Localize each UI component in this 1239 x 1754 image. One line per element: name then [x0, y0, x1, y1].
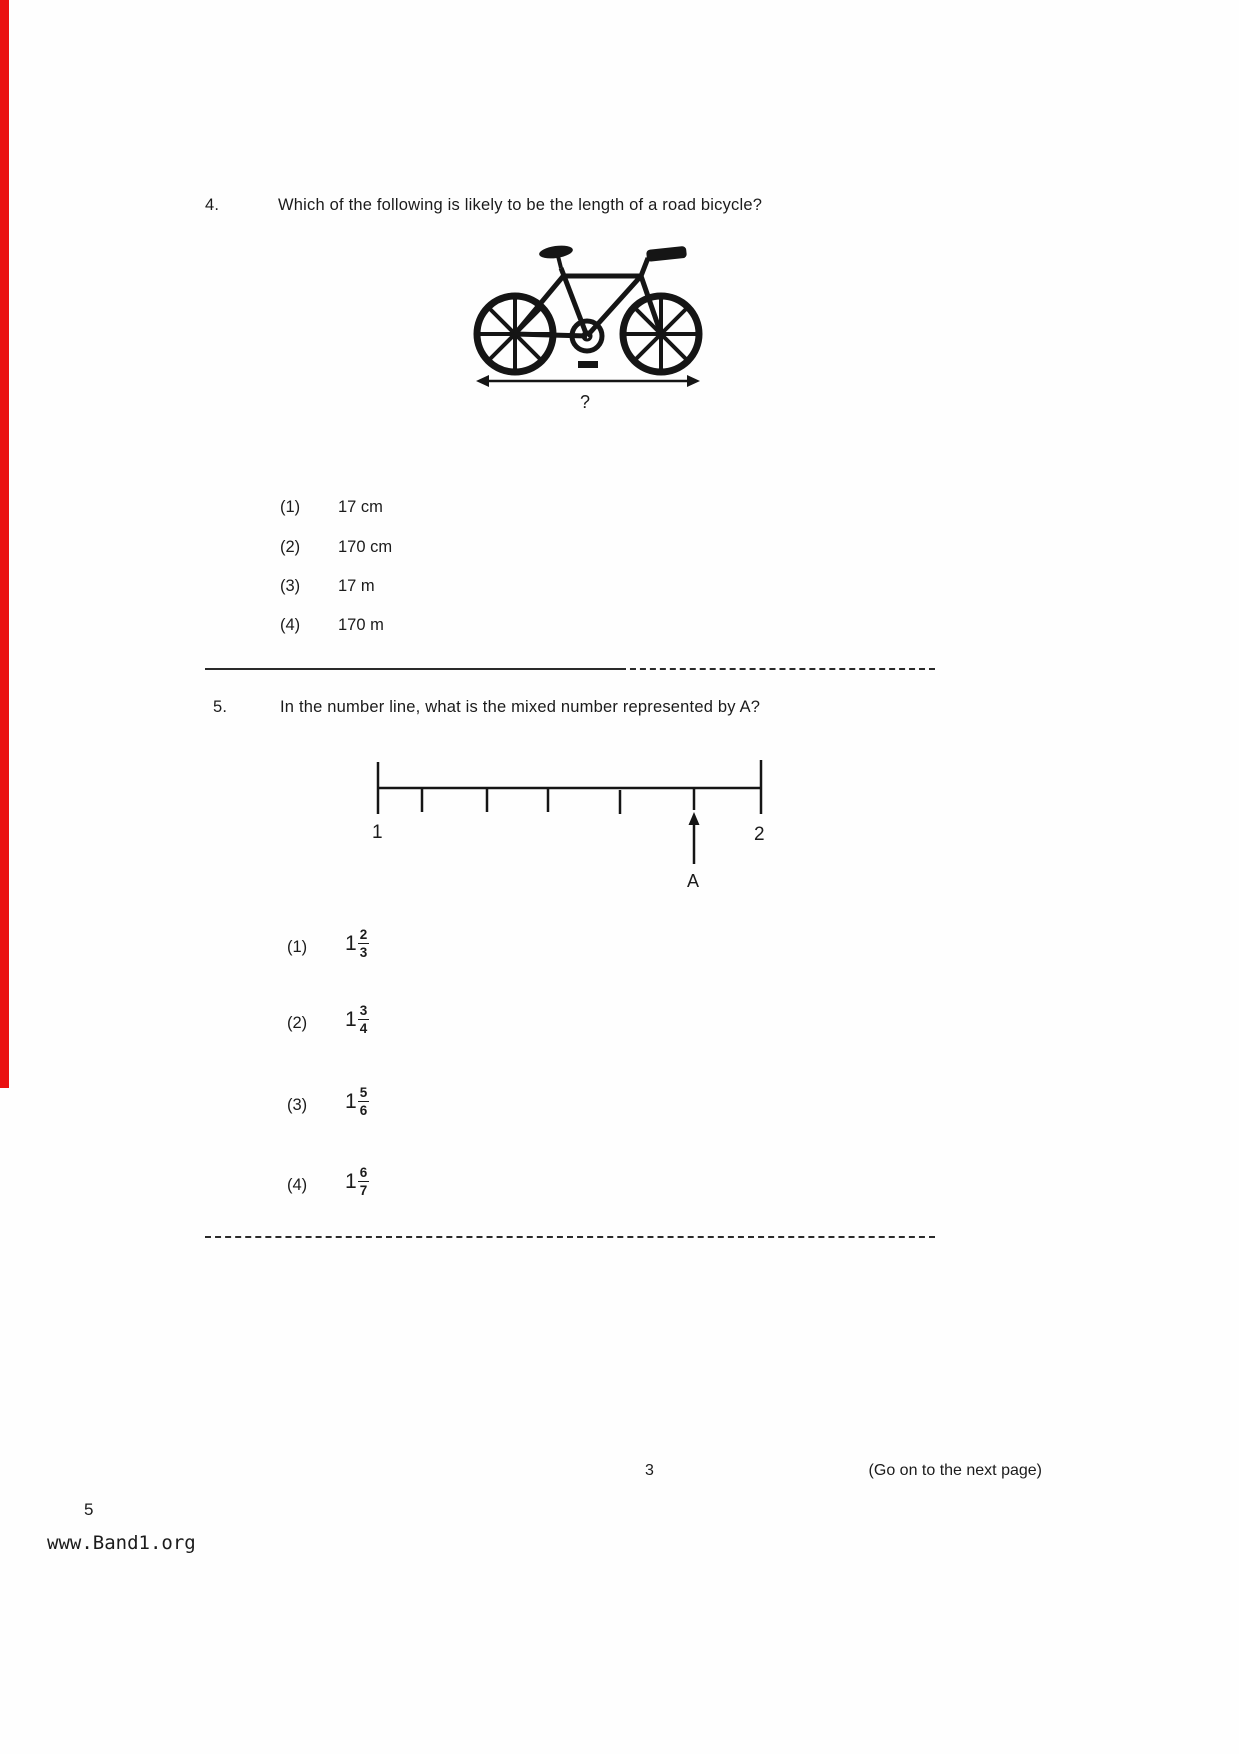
q5-option-3: [0, 1086, 700, 1130]
option-label: (1): [287, 938, 308, 956]
q5-option-4: [0, 1166, 700, 1210]
fraction-numerator: 3: [359, 1003, 368, 1018]
mixed-whole: 1: [345, 1170, 357, 1193]
section-divider-2: [205, 1236, 935, 1238]
q4-option-4: [0, 616, 700, 640]
fraction-denominator: 3: [359, 944, 368, 960]
option-label: (2): [287, 1014, 308, 1032]
option-label: (1): [280, 498, 301, 516]
option-value: 17 m: [338, 577, 375, 595]
fraction-numerator: 5: [359, 1085, 368, 1100]
question-5-number: 5.: [213, 698, 228, 716]
number-line-start-label: 1: [372, 822, 383, 843]
dimension-label: ?: [580, 392, 591, 412]
mixed-whole: 1: [345, 1090, 357, 1113]
option-value: [345, 1086, 369, 1117]
dimension-arrow: [476, 372, 700, 390]
page-number: 3: [645, 1462, 654, 1479]
mixed-whole: 1: [345, 932, 357, 955]
option-value: 170 m: [338, 616, 384, 634]
fraction: [358, 928, 370, 959]
number-line-point-label: A: [687, 871, 700, 891]
bicycle-illustration: [468, 234, 708, 379]
option-label: (4): [287, 1176, 308, 1194]
fraction: [358, 1004, 370, 1035]
option-label: (4): [280, 616, 301, 634]
question-4-text: Which of the following is likely to be the length of a road bicycle?: [278, 196, 763, 214]
corner-number: 5: [84, 1500, 94, 1519]
fraction: [358, 1086, 370, 1117]
option-value: [345, 928, 369, 959]
option-value: 17 cm: [338, 498, 383, 516]
fraction-denominator: 6: [359, 1102, 368, 1118]
q4-option-3: [0, 577, 700, 601]
footer-site-url: www.Band1.org: [47, 1532, 196, 1554]
q4-option-2: [0, 538, 700, 562]
fraction-denominator: 7: [359, 1182, 368, 1198]
option-value: [345, 1166, 369, 1197]
q4-option-1: [0, 498, 700, 522]
fraction-numerator: 6: [359, 1165, 368, 1180]
question-5-text: In the number line, what is the mixed number represented by A?: [280, 698, 761, 716]
option-label: (3): [280, 577, 301, 595]
option-value: [345, 1004, 369, 1035]
option-value: 170 cm: [338, 538, 393, 556]
question-4-number: 4.: [205, 196, 220, 214]
number-line-end-label: 2: [754, 824, 765, 845]
q5-option-1: [0, 928, 700, 972]
section-divider-1: [205, 668, 935, 670]
continue-note: (Go on to the next page): [868, 1462, 1042, 1479]
fraction-numerator: 2: [359, 927, 368, 942]
q5-option-2: [0, 1004, 700, 1048]
option-label: (3): [287, 1096, 308, 1114]
option-label: (2): [280, 538, 301, 556]
fraction-denominator: 4: [359, 1020, 368, 1036]
fraction: [358, 1166, 370, 1197]
mixed-whole: 1: [345, 1008, 357, 1031]
number-line-figure: [358, 750, 788, 895]
